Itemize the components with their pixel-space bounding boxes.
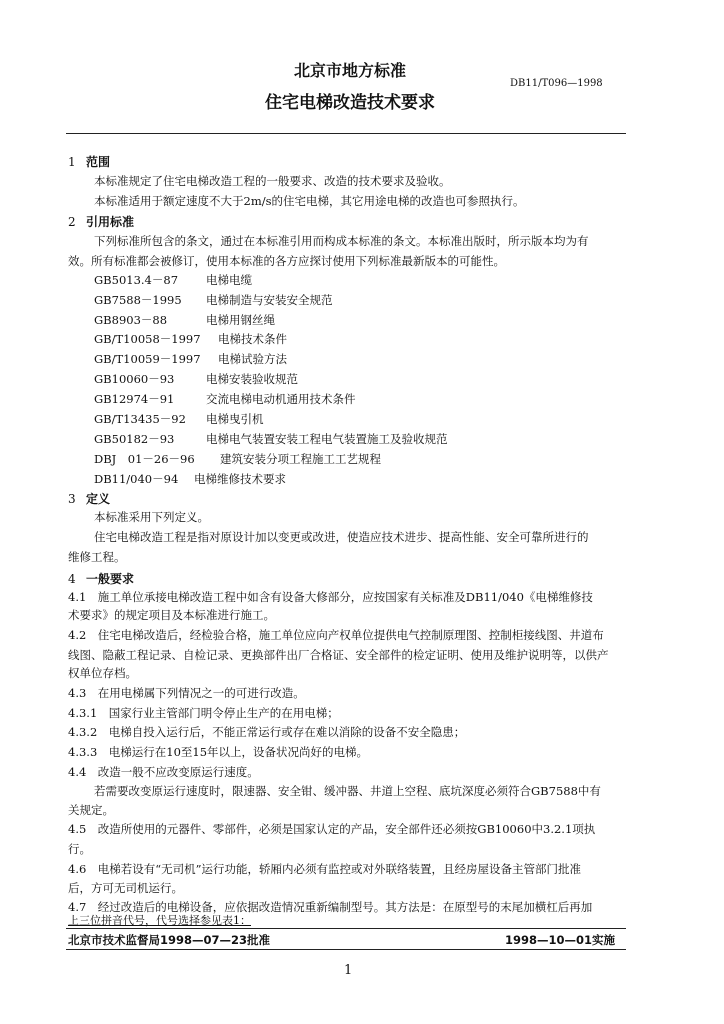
section-4-heading: 4 一般要求 (68, 572, 135, 586)
section-2-para-line2: 效。所有标准都会被修订，使用本标准的各方应探讨使用下列标准最新版本的可能性。 (68, 254, 505, 268)
section-2-heading: 2 引用标准 (68, 215, 135, 229)
clause-4-6-line2: 后，方可无司机运行。 (68, 881, 183, 895)
clause-4-3: 4.3 在用电梯属下列情况之一的可进行改造。 (68, 686, 305, 700)
clause-4-7-line1: 4.7 经过改造后的电梯设备，应依据改造情况重新编制型号。其方法是：在原型号的末尾加横杠后再加 (68, 900, 593, 914)
clause-4-4-para-line1: 若需要改变原运行速度时，限速器、安全钳、缓冲器、井道上空程、底坑深度必须符合GB7588中有 (94, 784, 601, 798)
section-1-heading: 1 范围 (68, 155, 111, 169)
clause-4-1-line2: 术要求》的规定项目及本标准进行施工。 (68, 608, 275, 622)
section-3-para-2-line1: 住宅电梯改造工程是指对原设计加以变更或改进，使造应技术进步、提高性能、安全可靠所进行的 (94, 530, 589, 544)
clause-4-3-2: 4.3.2 电梯自投入运行后，不能正常运行或存在难以消除的设备不安全隐患； (68, 725, 466, 739)
clause-4-3-1: 4.3.1 国家行业主管部门明令停止生产的在用电梯； (68, 706, 339, 720)
header-rule (66, 133, 626, 134)
standard-item: DB11/040－94 电梯维修技术要求 (94, 472, 286, 486)
document-title-line2: 住宅电梯改造技术要求 (265, 93, 435, 113)
standard-item: GB50182－93 电梯电气装置安装工程电气装置施工及验收规范 (94, 432, 448, 446)
clause-4-1-line1: 4.1 施工单位承接电梯改造工程中如含有设备大修部分，应按国家有关标准及DB11/040《电梯维修技 (68, 590, 593, 604)
clause-4-5-line2: 行。 (68, 842, 91, 856)
section-1-para-2: 本标准适用于额定速度不大于2m/s的住宅电梯，其它用途电梯的改造也可参照执行。 (94, 194, 525, 208)
standard-item: GB12974－91 交流电梯电动机通用技术条件 (94, 392, 356, 406)
standard-item: GB/T10059－1997 电梯试验方法 (94, 352, 287, 366)
standard-item: GB7588－1995 电梯制造与安装安全规范 (94, 293, 333, 307)
clause-4-4-para-line2: 关规定。 (68, 803, 114, 817)
section-2-para-line1: 下列标准所包含的条文，通过在本标准引用而构成本标准的条文。本标准出版时，所示版本均为有 (94, 234, 589, 248)
effective-date: 1998—10—01实施 (505, 933, 616, 947)
standard-item: GB/T10058－1997 电梯技术条件 (94, 332, 287, 346)
clause-4-2-line2: 线图、隐蔽工程记录、自检记录、更换部件出厂合格证、安全部件的检定证明、使用及维护说明等，以供产 (68, 648, 609, 662)
clause-4-7-line2: 上三位拼音代号，代号选择参见表1： (68, 914, 251, 927)
standard-item: GB5013.4－87 电梯电缆 (94, 273, 252, 287)
section-3-para-1: 本标准采用下列定义。 (94, 510, 209, 524)
section-3-para-2-line2: 维修工程。 (68, 550, 126, 564)
page-number: 1 (344, 963, 353, 978)
clause-4-2-line1: 4.2 住宅电梯改造后，经检验合格，施工单位应向产权单位提供电气控制原理图、控制柜接线图、井道布 (68, 628, 604, 642)
standard-item: GB/T13435－92 电梯曳引机 (94, 412, 264, 426)
standard-item: GB8903－88 电梯用钢丝绳 (94, 313, 275, 327)
footer-rule-bottom (66, 949, 626, 950)
section-1-para-1: 本标准规定了住宅电梯改造工程的一般要求、改造的技术要求及验收。 (94, 174, 451, 188)
clause-4-4: 4.4 改造一般不应改变原运行速度。 (68, 765, 259, 779)
clause-4-6-line1: 4.6 电梯若设有“无司机”运行功能，轿厢内必须有监控或对外联络装置，且经房屋设备主管部门批准 (68, 862, 582, 876)
footer-rule-top (66, 928, 626, 929)
approval-date: 北京市技术监督局1998—07—23批准 (68, 933, 271, 947)
standard-item: DBJ 01－26－96 建筑安装分项工程施工工艺规程 (94, 452, 381, 466)
clause-4-5-line1: 4.5 改造所使用的元器件、零部件，必须是国家认定的产品，安全部件还必须按GB10060中3.2.1项执 (68, 822, 596, 836)
clause-4-3-3: 4.3.3 电梯运行在10至15年以上，设备状况尚好的电梯。 (68, 745, 369, 759)
standard-item: GB10060－93 电梯安装验收规范 (94, 372, 298, 386)
standard-code: DB11/T096—1998 (510, 78, 603, 89)
document-title-line1: 北京市地方标准 (293, 61, 406, 80)
clause-4-2-line3: 权单位存档。 (68, 666, 137, 680)
section-3-heading: 3 定义 (68, 492, 111, 506)
